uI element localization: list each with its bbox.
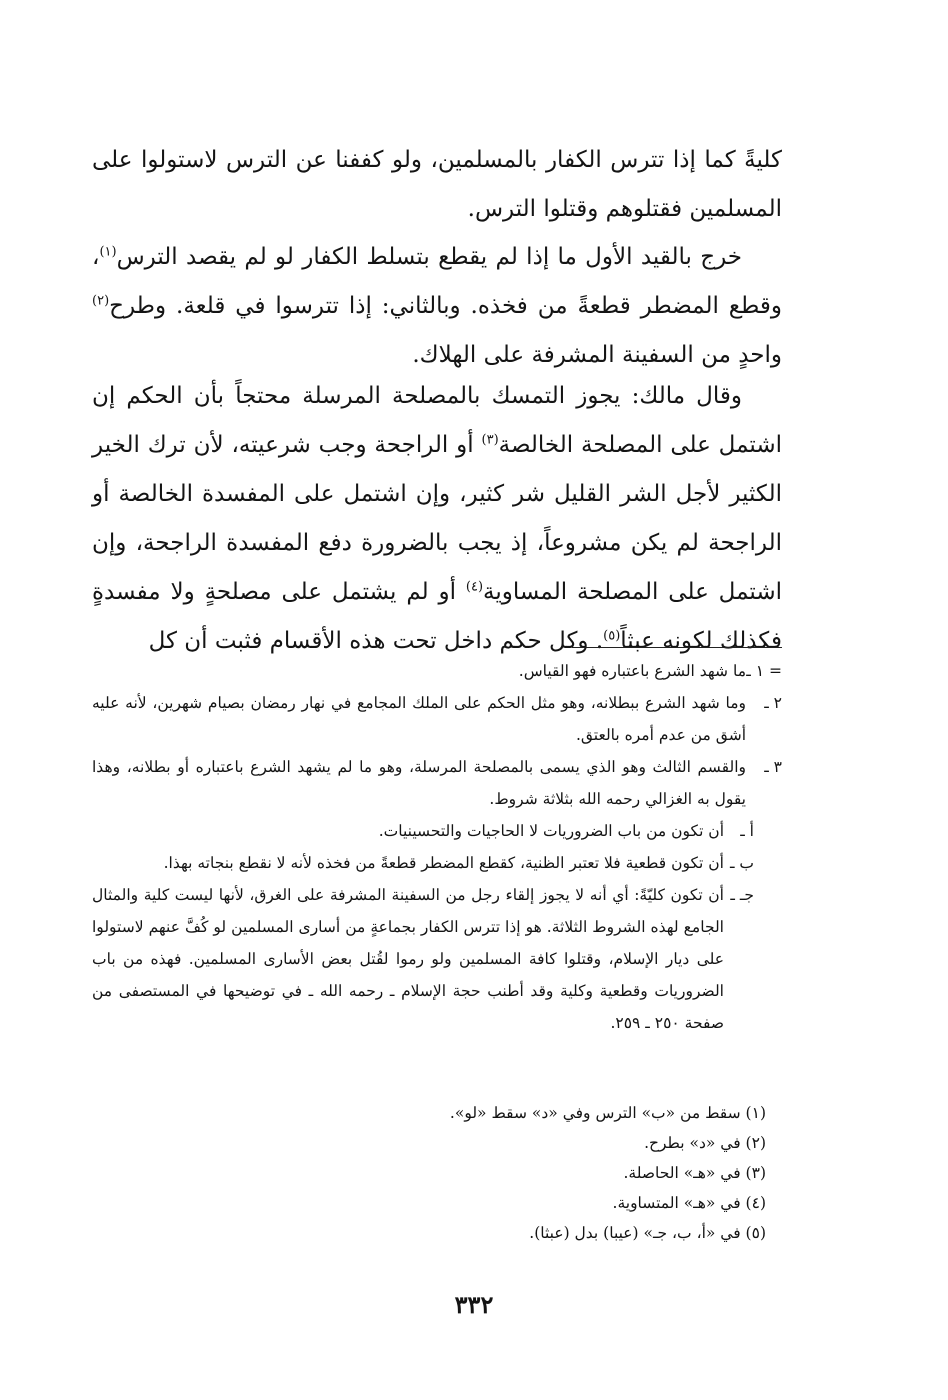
- footnote-ref-2[interactable]: (٢): [92, 293, 110, 309]
- variant-note-5: (٥) في «أ، ب، جـ» (عيبا) بدل (عبثا).: [529, 1224, 766, 1242]
- footnote-item-2: [92, 687, 782, 751]
- footnote-marker: أ ـ: [740, 822, 754, 840]
- footnote-marker: ٣ ـ: [764, 758, 782, 776]
- footnote-marker: ب ـ: [729, 854, 754, 872]
- footnote-text: ما شهد الشرع باعتباره فهو القياس.: [518, 662, 746, 680]
- text-segment: أو لم يشتمل على مصلحةٍ ولا مفسدةٍ فكذلك لكونه عبثاً: [92, 579, 782, 654]
- variant-note-3: (٣) في «هـ» الحاصلة.: [623, 1164, 766, 1182]
- footnote-text: وما شهد الشرع ببطلانه، وهو مثل الحكم على الملك المجامع في نهار رمضان بصيام شهرين، لأنه عليه أشق من عدم أمره بالعتق.: [92, 694, 746, 744]
- main-paragraph-2: [92, 233, 782, 380]
- footnote-separator: [572, 647, 782, 648]
- footnote-ref-5[interactable]: (٥): [603, 628, 621, 644]
- footnote-item-1: [92, 655, 782, 687]
- footnote-marker: جـ ـ: [730, 886, 754, 904]
- footnote-subitem-c: [92, 879, 782, 1039]
- main-paragraph-3: [92, 372, 782, 666]
- variant-note-4: (٤) في «هـ» المتساوية.: [612, 1194, 766, 1212]
- footnotes-section: [92, 655, 782, 1039]
- footnote-item-3: [92, 751, 782, 815]
- paragraph-text: [92, 372, 782, 666]
- variant-note-2: (٢) في «د» بطرح.: [644, 1134, 766, 1152]
- variant-note-1: (١) سقط من «ب» الترس وفي «د» سقط «لو».: [449, 1104, 766, 1122]
- footnote-marker: = ١ ـ: [746, 662, 782, 680]
- paragraph-text: كليةً كما إذا تترس الكفار بالمسلمين، ولو كففنا عن الترس لاستولوا على المسلمين فقتلوهم وقتلوا الترس.: [92, 147, 782, 222]
- footnote-text: أن تكون قطعية فلا تعتبر الظنية، كقطع المضطر قطعةً من فخذه لأنه لا نقطع بنجاته بهذا.: [163, 854, 724, 872]
- paragraph-text: [92, 233, 782, 380]
- page-number: ٣٣٢: [454, 1290, 494, 1319]
- footnote-marker: ٢ ـ: [764, 694, 782, 712]
- footnote-ref-1[interactable]: (١): [99, 244, 117, 260]
- text-segment: ، وقطع المضطر قطعةً من فخذه. وبالثاني: إذا تترسوا في قلعة. وطرح: [92, 244, 782, 319]
- main-paragraph-1: [92, 136, 782, 234]
- footnote-subitem-a: [92, 815, 782, 847]
- footnote-ref-4[interactable]: (٤): [465, 579, 484, 595]
- text-segment: أو الراجحة وجب شرعيته، لأن ترك الخير الكثير لأجل الشر القليل شر كثير، وإن اشتمل على المفسدة الخالصة أو الراجحة لم يكن مشروعاً، إذ يجب بالضرورة دفع المفسدة الراجحة، وإن اشتمل على المصلحة المساوية: [92, 432, 782, 605]
- text-segment: واحدٍ من السفينة المشرفة على الهلاك.: [412, 342, 782, 368]
- text-segment: وقال مالك: يجوز التمسك بالمصلحة المرسلة محتجاً بأن الحكم إن اشتمل على المصلحة الخالصة: [92, 383, 782, 458]
- footnote-text: أن تكون من باب الضروريات لا الحاجيات والتحسينيات.: [378, 822, 724, 840]
- text-segment: خرج بالقيد الأول ما إذا لم يقطع بتسلط الكفار لو لم يقصد الترس: [116, 244, 742, 270]
- footnote-text: أن تكون كليّةً: أي أنه لا يجوز إلقاء رجل من السفينة المشرفة على الغرق، لأنها ليست كلية والمثال الجامع لهذه الشروط الثلاثة. هو إذا تترس الكفار بجماعةٍ من أسارى المسلمين لو كُفَّ عنهم لاستولوا على ديار الإسلام، وقتلوا كافة المسلمين ولو رموا لقُتل بعض الأسارى المسلمين. فهذه من باب الضروريات وقطعية وكلية وقد أطنب حجة الإسلام ـ رحمه الله ـ في توضيحها في المستصفى من صفحة ٢٥٠ ـ ٢٥٩.: [92, 886, 724, 1032]
- footnote-subitem-b: [92, 847, 782, 879]
- manuscript-variants: [92, 1098, 782, 1248]
- text-segment: . وكل حكم داخل تحت هذه الأقسام فثبت أن كل: [148, 628, 604, 654]
- footnote-text: والقسم الثالث وهو الذي يسمى بالمصلحة المرسلة، وهو ما لم يشهد الشرع باعتباره أو بطلانه، وهذا يقول به الغزالي رحمه الله بثلاثة شروط.: [92, 758, 746, 808]
- footnote-ref-3[interactable]: (٣): [481, 432, 499, 448]
